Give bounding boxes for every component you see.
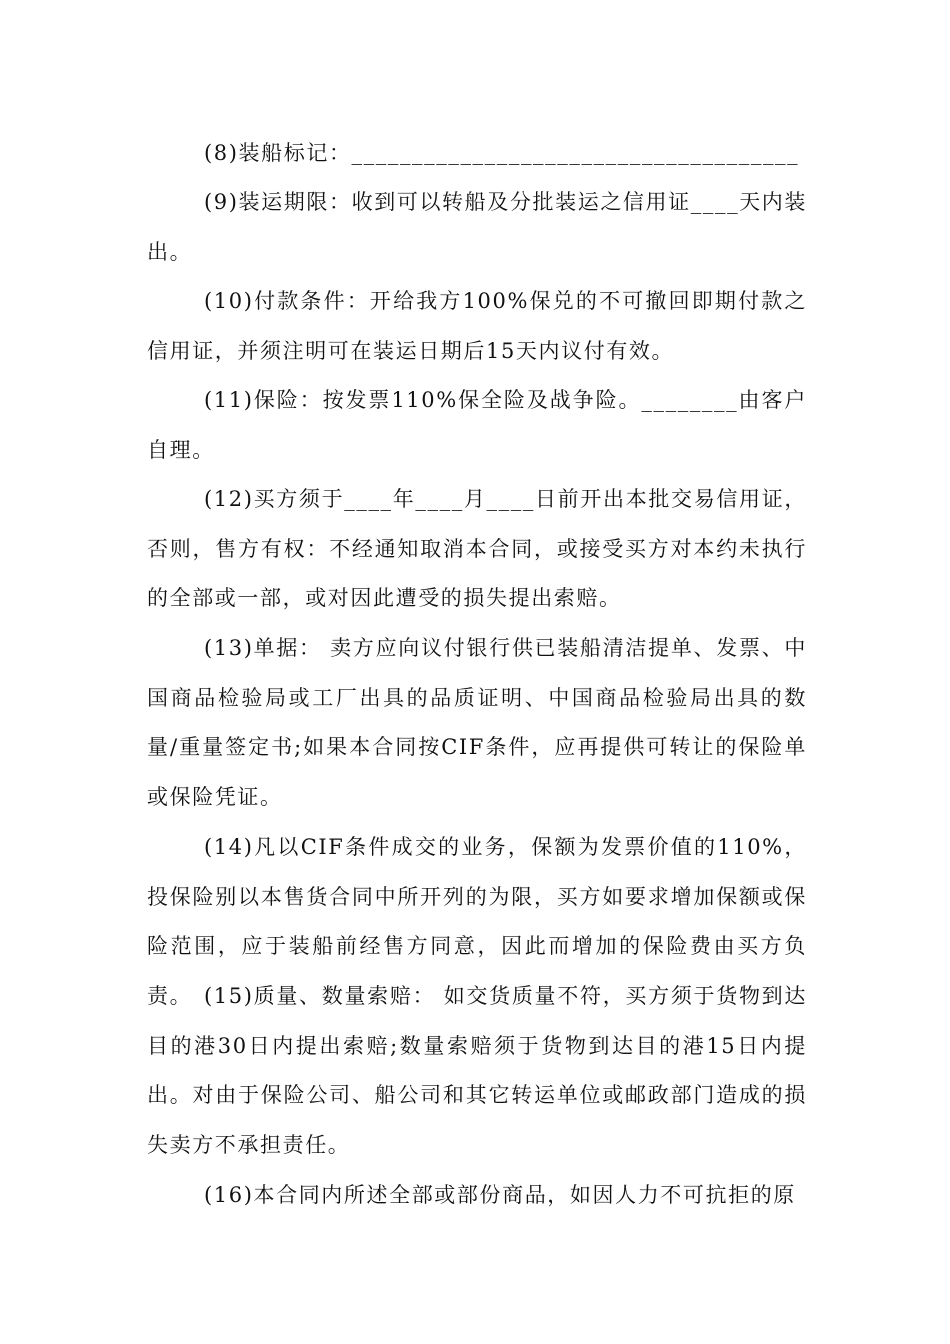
clause-11-insurance: (11)保险：按发票110%保全险及战争险。________由客户自理。 <box>147 388 807 462</box>
clause-13-documents: (13)单据： 卖方应向议付银行供已装船清洁提单、发票、中国商品检验局或工厂出具的品质证明、中国商品检验局出具的数量/重量签定书;如果本合同按CIF条件，应再提供可转让的保险单或保险凭证。 <box>147 636 807 809</box>
clause-10-payment-terms: (10)付款条件：开给我方100%保兑的不可撤回即期付款之信用证，并须注明可在装运日期后15天内议付有效。 <box>147 289 807 363</box>
clause-8-shipping-marks: (8)装船标记：_____________________________________ <box>204 141 800 165</box>
clause-15-claims: (15)质量、数量索赔： 如交货质量不符，买方须于货物到达目的港30日内提出索赔;数量索赔须于货物到达目的港15日内提出。对由于保险公司、船公司和其它转运单位或邮政部门造成的损失卖方不承担责任。 <box>147 984 807 1157</box>
clause-12-letter-of-credit: (12)买方须于____年____月____日前开出本批交易信用证，否则，售方有权：不经通知取消本合同，或接受买方对本约未执行的全部或一部，或对因此遭受的损失提出索赔。 <box>147 487 807 610</box>
clause-9-shipment-period: (9)装运期限：收到可以转船及分批装运之信用证____天内装出。 <box>147 190 807 264</box>
clause-16-force-majeure: (16)本合同内所述全部或部份商品，如因人力不可抗拒的原 <box>204 1183 796 1207</box>
clause-14-cif-insurance: (14)凡以CIF条件成交的业务，保额为发票价值的110%，投保险别以本售货合同中所开列的为限，买方如要求增加保额或保险范围，应于装船前经售方同意，因此而增加的保险费由买方负责。 <box>147 835 807 1008</box>
